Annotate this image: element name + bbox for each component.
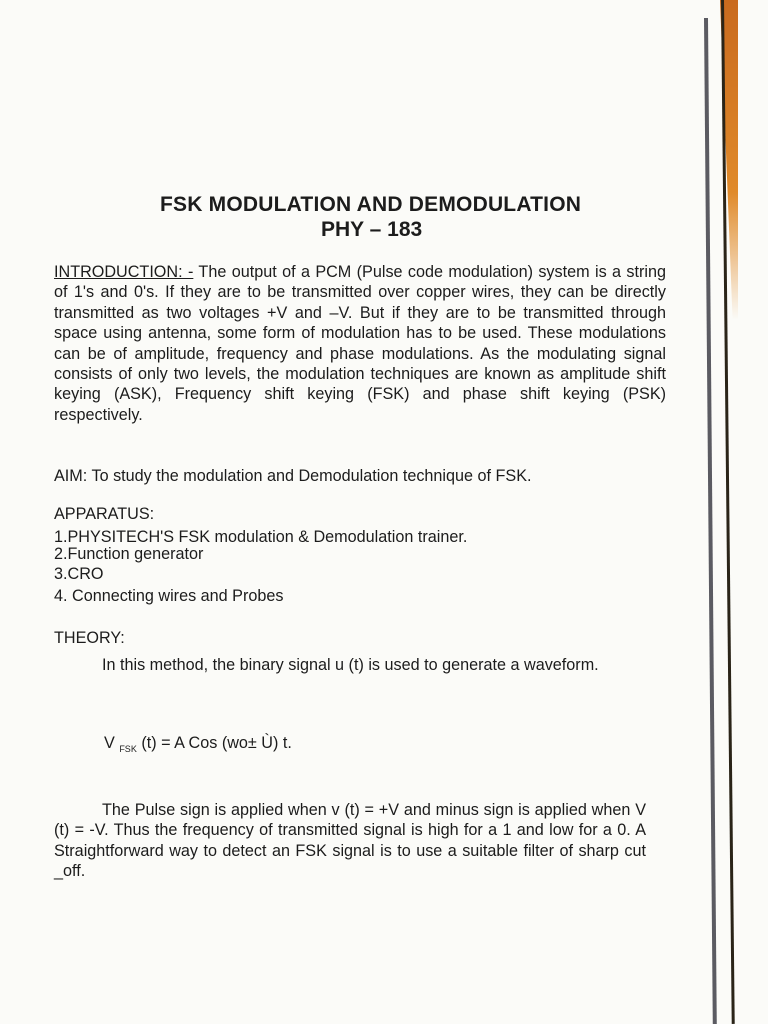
aim-text: AIM: To study the modulation and Demodulation technique of FSK.	[54, 467, 532, 485]
introduction-paragraph	[54, 262, 666, 425]
theory-paragraph-2: The Pulse sign is applied when v (t) = +V and minus sign is applied when V (t) = -V. Thus the frequency of transmitted signal is high for a 1 and low for a 0. A Straightforward way to detect an FSK signal is to use a suitable filter of sharp cut _off.	[54, 801, 646, 881]
apparatus-item: 2.Function generator	[54, 545, 204, 563]
apparatus-item: 4. Connecting wires and Probes	[54, 587, 284, 605]
theory-paragraph-1: In this method, the binary signal u (t) is used to generate a waveform.	[102, 656, 599, 674]
page-edge-line	[704, 18, 717, 1024]
introduction-text: The output of a PCM (Pulse code modulation) system is a string of 1's and 0's. If they are to be transmitted over copper wires, they can be directly transmitted as two voltages +V and –V. But if they are to be transmitted through space using antenna, some form of modulation has to be used. These modulations can be of amplitude, frequency and phase modulations. As the modulating signal consists of only two levels, the modulation techniques are known as amplitude shift keying (ASK), Frequency shift keying (FSK) and phase shift keying (PSK) respectively.	[54, 263, 666, 424]
apparatus-heading: APPARATUS:	[54, 505, 155, 523]
apparatus-item: 1.PHYSITECH'S FSK modulation & Demodulation trainer.	[54, 528, 468, 546]
fsk-formula	[104, 734, 292, 754]
formula-rhs: (t) = A Cos (wo± Ù) t.	[136, 734, 292, 752]
apparatus-item: 3.CRO	[54, 565, 104, 583]
course-code: PHY – 183	[321, 218, 423, 241]
document-title: FSK MODULATION AND DEMODULATION	[160, 193, 582, 216]
introduction-label: INTRODUCTION: -	[54, 263, 194, 281]
formula-lhs: V	[104, 734, 115, 752]
formula-subscript: FSK	[119, 744, 137, 754]
theory-heading: THEORY:	[54, 629, 125, 647]
